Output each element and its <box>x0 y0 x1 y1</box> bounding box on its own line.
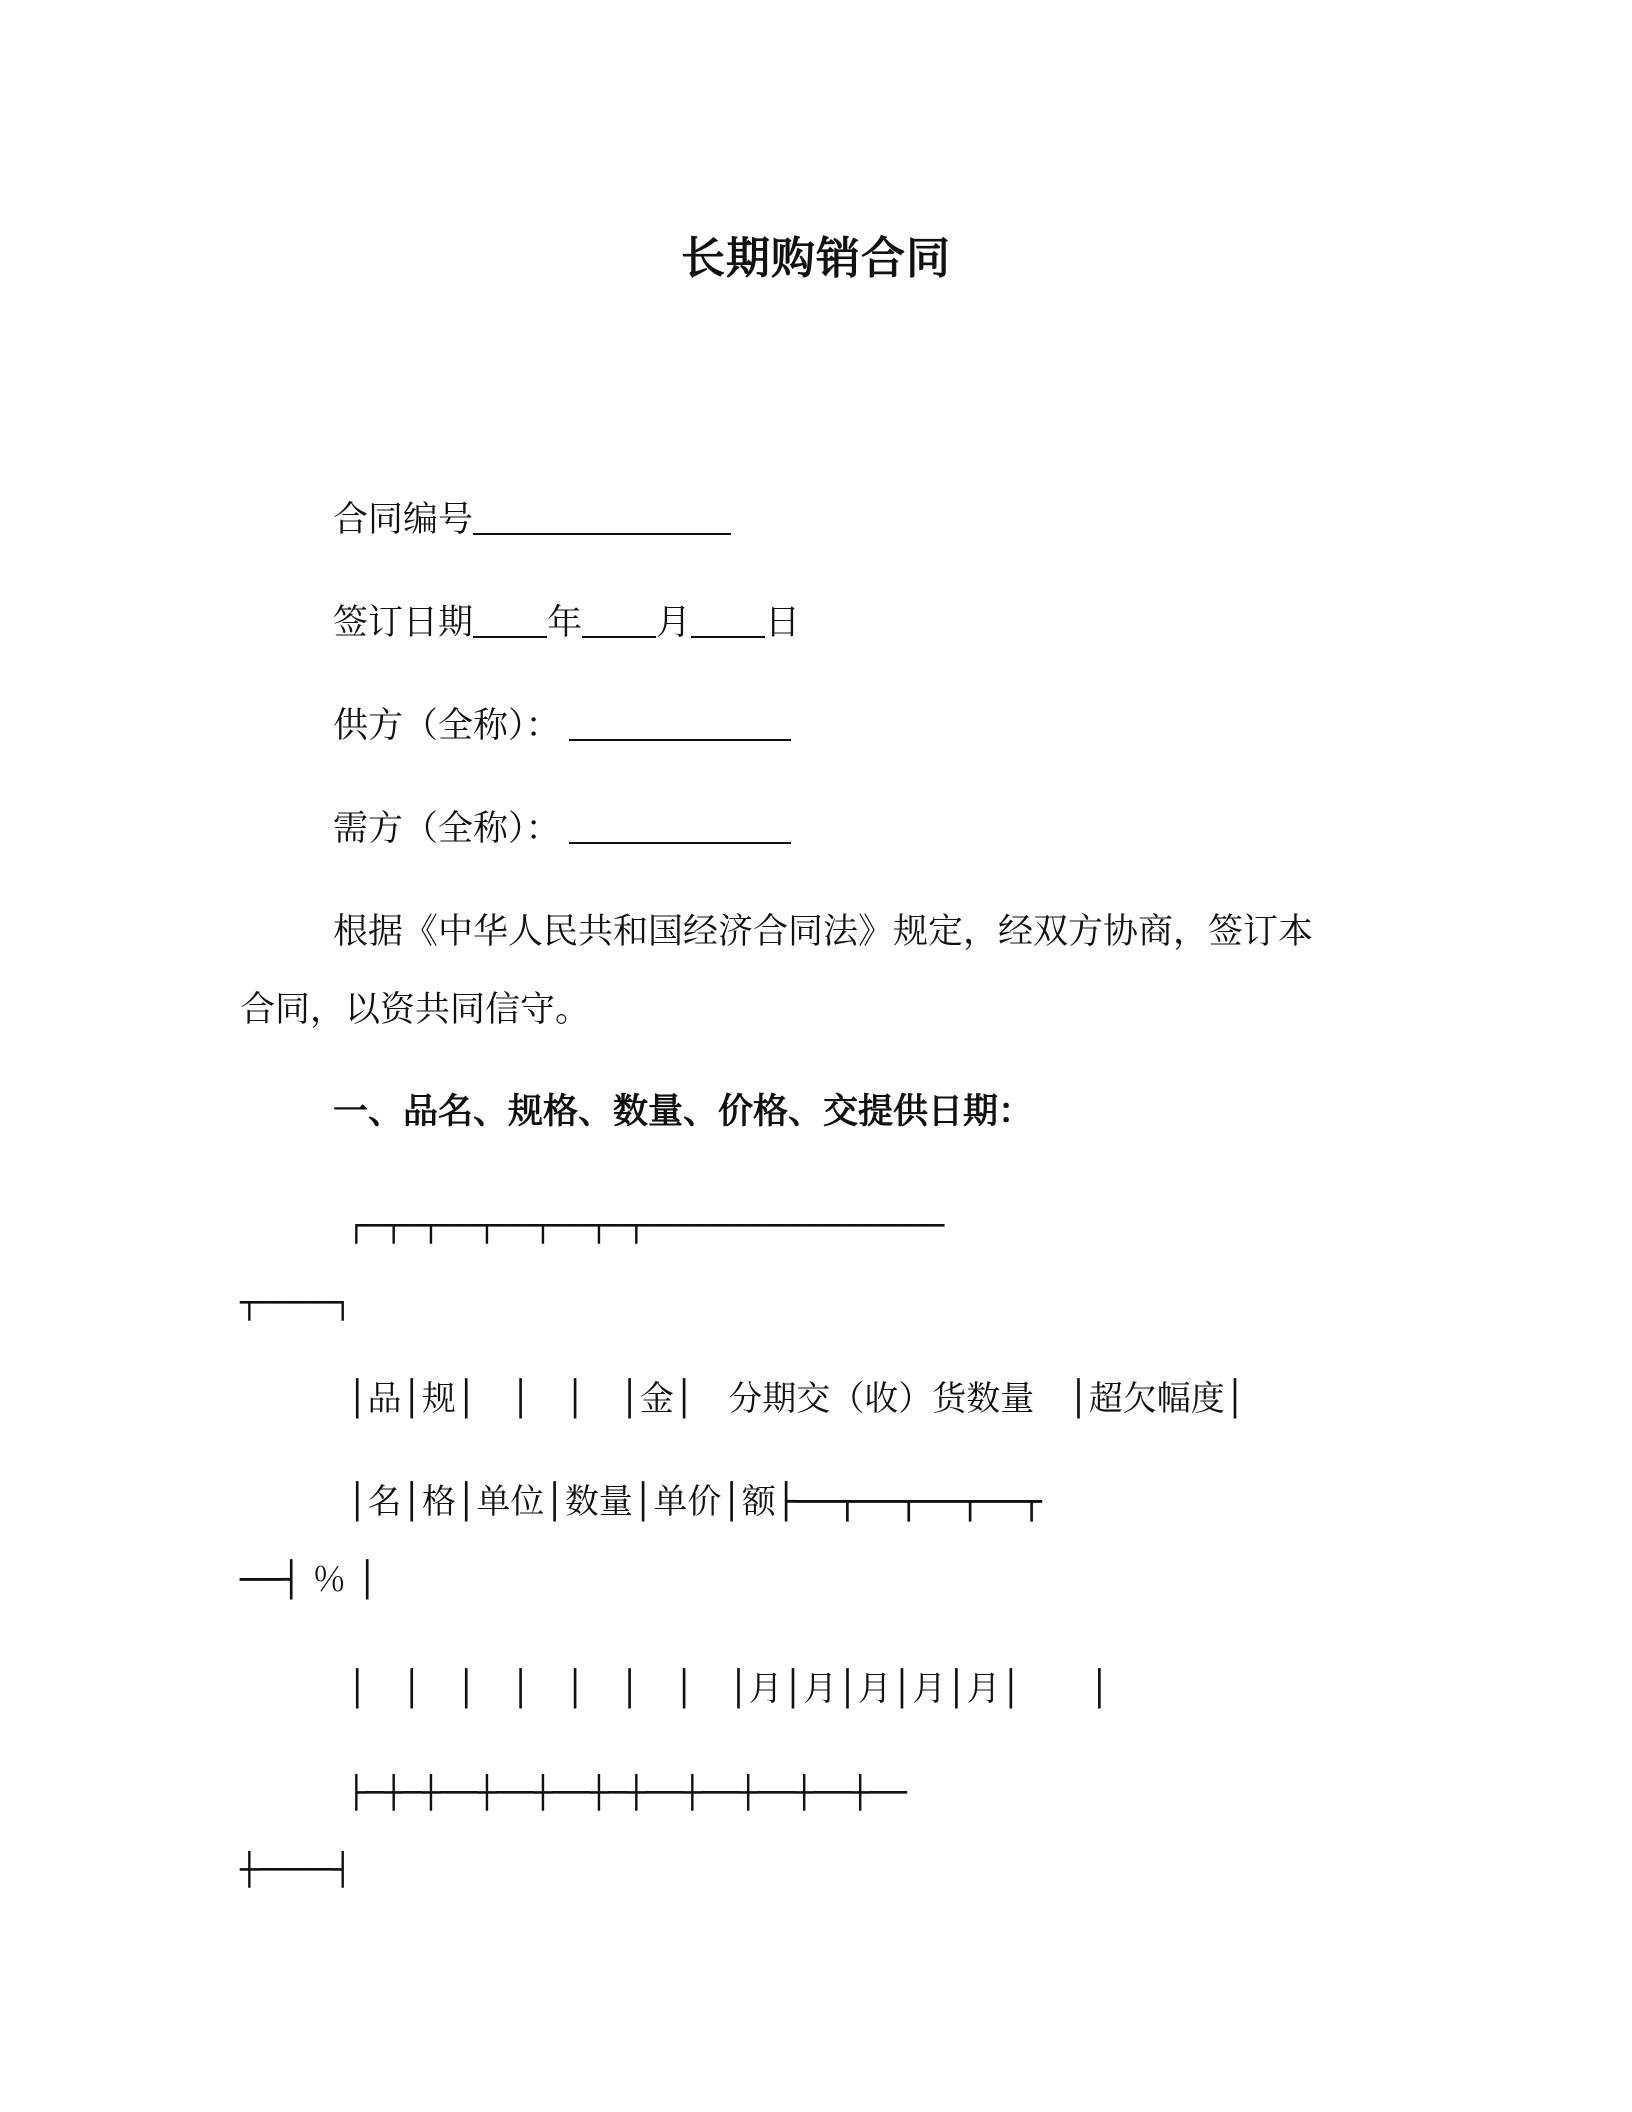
year-blank <box>473 602 547 638</box>
buyer-label: 需方（全称）： <box>333 809 561 849</box>
sign-date-label: 签订日期 <box>333 603 474 643</box>
month-label: 月 <box>656 603 692 643</box>
table-border-top-b: ┬────┐ <box>240 1285 352 1321</box>
document-title: 长期购销合同 <box>681 233 951 284</box>
day-blank <box>691 602 765 638</box>
table-border-top-a: ┌─┬─┬──┬──┬──┬─┬──────────────── <box>347 1208 945 1244</box>
table-header-row-3: │ │ │ │ │ │ │ │月│月│月│月│月│ │ <box>347 1669 1110 1709</box>
contract-number-label: 合同编号 <box>333 500 474 540</box>
intro-line-1: 根据《中华人民共和国经济合同法》规定，经双方协商，签订本 <box>333 912 1314 952</box>
intro-line-2: 合同，以资共同信守。 <box>240 990 591 1030</box>
month-blank <box>582 602 656 638</box>
sign-date-line <box>333 601 800 645</box>
table-border-mid-b: ┼────┤ <box>240 1852 352 1888</box>
buyer-blank <box>569 808 791 844</box>
year-label: 年 <box>547 603 583 643</box>
supplier-line <box>333 704 791 748</box>
supplier-label: 供方（全称）： <box>333 706 561 746</box>
supplier-blank <box>569 705 791 741</box>
table-border-mid-a: ├─┼─┼──┼──┼──┼─┼──┼──┼──┼──┼── <box>347 1775 907 1811</box>
contract-number-blank <box>473 499 731 535</box>
table-header-row-2b: ──┤ ％ │ <box>240 1560 378 1600</box>
table-header-row-2a: │名│格│单位│数量│单价│额├──┬──┬──┬──┬ <box>347 1482 1042 1522</box>
section-1-heading: 一、品名、规格、数量、价格、交提供日期： <box>333 1092 1034 1132</box>
day-label: 日 <box>765 603 801 643</box>
buyer-line <box>333 807 791 851</box>
table-header-row-1: │品│规│ │ │ │金│ 分期交（收）货数量 │超欠幅度│ <box>347 1379 1246 1419</box>
contract-number-line <box>333 498 731 542</box>
